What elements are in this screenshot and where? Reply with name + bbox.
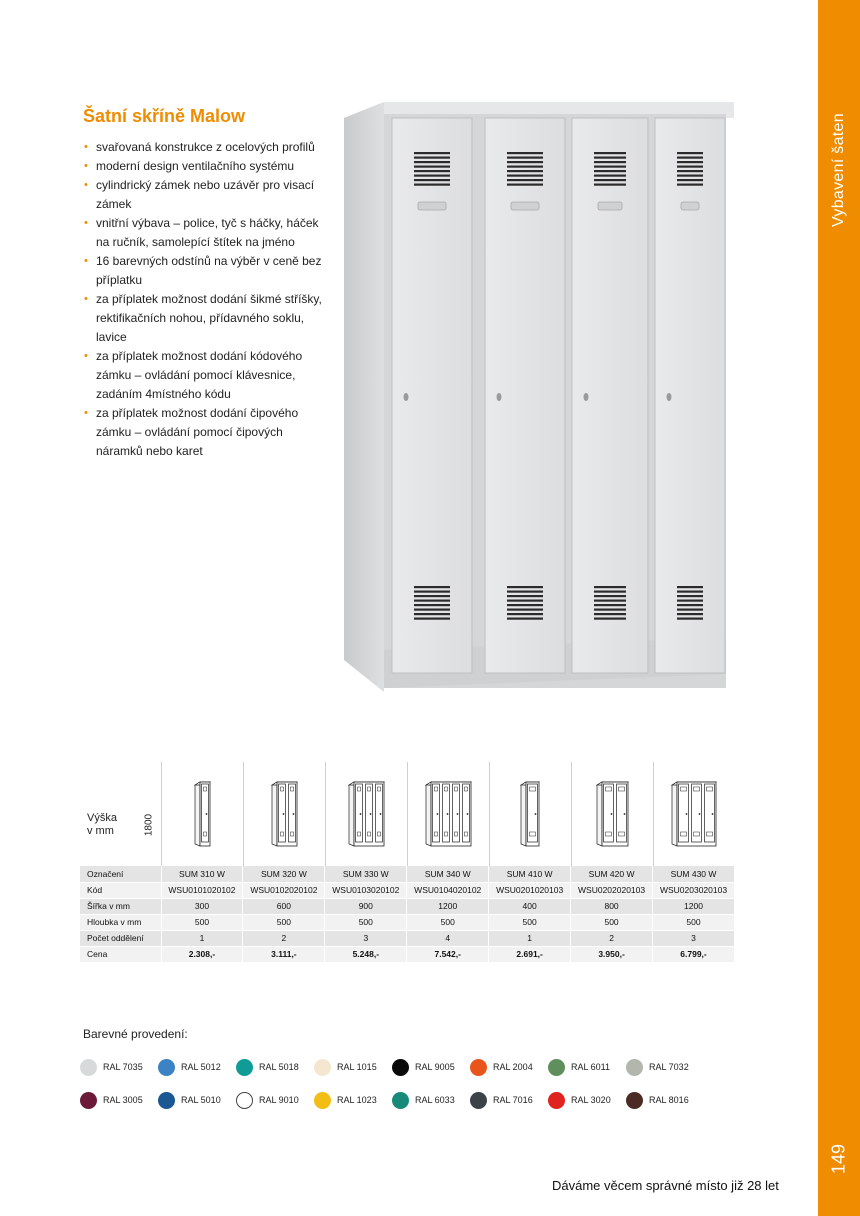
locker-thumbnail [571, 762, 653, 866]
spec-cell: WSU0103020102 [325, 882, 407, 898]
footer-slogan: Dáváme věcem správné místo již 28 let [552, 1178, 779, 1193]
spec-row-label: Kód [80, 882, 161, 898]
color-swatch [236, 1091, 314, 1111]
spec-row-label: Šířka v mm [80, 898, 161, 914]
color-dot [236, 1059, 253, 1076]
spec-cell: 2.308,- [161, 946, 243, 962]
spec-row-code [80, 882, 735, 898]
thumbnail-row [80, 762, 735, 866]
color-swatch [548, 1091, 626, 1111]
color-name: RAL 6033 [415, 1095, 455, 1105]
locker-drawing [408, 762, 489, 866]
section-title [826, 100, 852, 240]
color-dot [548, 1059, 565, 1076]
color-name: RAL 3005 [103, 1095, 143, 1105]
height-value [140, 790, 158, 860]
color-dot [392, 1059, 409, 1076]
spec-cell: 500 [407, 914, 489, 930]
color-swatch [314, 1091, 392, 1111]
color-name: RAL 8016 [649, 1095, 689, 1105]
spec-row-compartments [80, 930, 735, 946]
height-label-line1: Výška [87, 812, 117, 824]
feature-item: • 16 barevných odstínů na výběr v ceně bez příplatku [83, 252, 323, 290]
color-dot [158, 1059, 175, 1076]
color-dot [470, 1092, 487, 1109]
color-name: RAL 5012 [181, 1062, 221, 1072]
locker-drawing [326, 762, 407, 866]
height-label-line2: v mm [87, 825, 114, 837]
spec-cell: 3.111,- [243, 946, 325, 962]
color-swatch [80, 1058, 158, 1078]
color-dot [626, 1059, 643, 1076]
locker-thumbnail [407, 762, 489, 866]
product-title: Šatní skříně Malow [83, 106, 246, 126]
locker-drawing [654, 762, 735, 866]
spec-cell: 500 [161, 914, 243, 930]
spec-cell: WSU0201020103 [489, 882, 571, 898]
color-name: RAL 5010 [181, 1095, 221, 1105]
locker-drawing [572, 762, 653, 866]
spec-cell: 300 [161, 898, 243, 914]
spec-row-label: Cena [80, 946, 161, 962]
color-dot [314, 1092, 331, 1109]
color-name: RAL 7016 [493, 1095, 533, 1105]
color-swatch [392, 1091, 470, 1111]
colors-title: Barevné provedení: [83, 1027, 188, 1041]
height-value-text: 1800 [143, 813, 155, 837]
spec-cell: 1200 [653, 898, 735, 914]
color-name: RAL 1015 [337, 1062, 377, 1072]
spec-cell: SUM 410 W [489, 866, 571, 882]
color-name: RAL 1023 [337, 1095, 377, 1105]
feature-item: • za příplatek možnost dodání čipového zámku – ovládání pomocí čipových náramků nebo karet [83, 404, 323, 461]
spec-cell: 500 [489, 914, 571, 930]
locker-thumbnail [161, 762, 243, 866]
spec-cell: SUM 420 W [571, 866, 653, 882]
spec-cell: 5.248,- [325, 946, 407, 962]
color-swatch [470, 1091, 548, 1111]
color-name: RAL 7032 [649, 1062, 689, 1072]
spec-cell: WSU0101020102 [161, 882, 243, 898]
spec-cell: 3 [325, 930, 407, 946]
color-name: RAL 9005 [415, 1062, 455, 1072]
spec-cell: SUM 310 W [161, 866, 243, 882]
spec-cell: 2 [243, 930, 325, 946]
locker-drawing [162, 762, 243, 866]
spec-cell: 800 [571, 898, 653, 914]
spec-cell: WSU0203020103 [653, 882, 735, 898]
color-name: RAL 5018 [259, 1062, 299, 1072]
spec-table-section [80, 762, 735, 963]
color-dot [80, 1059, 97, 1076]
color-swatch [470, 1058, 548, 1078]
spec-cell: 1 [489, 930, 571, 946]
spec-cell: 1 [161, 930, 243, 946]
color-dot [470, 1059, 487, 1076]
spec-cell: 500 [571, 914, 653, 930]
feature-item: • cylindrický zámek nebo uzávěr pro visací zámek [83, 176, 323, 214]
color-swatch [158, 1058, 236, 1078]
spec-cell: 600 [243, 898, 325, 914]
color-name: RAL 6011 [571, 1062, 611, 1072]
spec-row-depth [80, 914, 735, 930]
spec-cell: 3 [653, 930, 735, 946]
spec-cell: 1200 [407, 898, 489, 914]
color-name: RAL 3020 [571, 1095, 611, 1105]
locker-thumbnail [325, 762, 407, 866]
orange-sidebar [818, 0, 860, 1216]
feature-item: • za příplatek možnost dodání kódového zámku – ovládání pomocí klávesnice, zadáním 4místného kódu [83, 347, 323, 404]
color-swatch [158, 1091, 236, 1111]
spec-cell: 500 [653, 914, 735, 930]
spec-cell: SUM 340 W [407, 866, 489, 882]
page-number-text: 149 [828, 1143, 849, 1175]
color-name: RAL 7035 [103, 1062, 143, 1072]
spec-cell: 3.950,- [571, 946, 653, 962]
spec-row-width [80, 898, 735, 914]
spec-cell: 900 [325, 898, 407, 914]
color-swatch [314, 1058, 392, 1078]
spec-row-label: Hloubka v mm [80, 914, 161, 930]
color-swatch [548, 1058, 626, 1078]
spec-cell: 6.799,- [653, 946, 735, 962]
page-number [826, 1138, 852, 1180]
spec-cell: 500 [243, 914, 325, 930]
color-dot [392, 1092, 409, 1109]
feature-item: • za příplatek možnost dodání šikmé stříšky, rektifikačních nohou, přídavného soklu, lavice [83, 290, 323, 347]
spec-cell: 4 [407, 930, 489, 946]
spec-cell: 7.542,- [407, 946, 489, 962]
spec-table [80, 866, 735, 963]
color-dot [548, 1092, 565, 1109]
locker-thumbnail [243, 762, 325, 866]
spec-cell: WSU0104020102 [407, 882, 489, 898]
locker-thumbnail [489, 762, 571, 866]
locker-thumbnail [653, 762, 735, 866]
spec-row-label: Počet oddělení [80, 930, 161, 946]
color-swatch [626, 1091, 704, 1111]
color-swatch [80, 1091, 158, 1111]
spec-cell: 500 [325, 914, 407, 930]
locker-photo [342, 100, 734, 692]
spec-cell: SUM 320 W [243, 866, 325, 882]
spec-row-label: Označení [80, 866, 161, 882]
color-name: RAL 2004 [493, 1062, 533, 1072]
spec-cell: WSU0102020102 [243, 882, 325, 898]
spec-cell: 2 [571, 930, 653, 946]
locker-drawing [244, 762, 325, 866]
spec-cell: WSU0202020103 [571, 882, 653, 898]
color-swatch [392, 1058, 470, 1078]
section-title-text: Vybavení šaten [830, 113, 847, 227]
height-label [87, 812, 117, 838]
feature-item: • moderní design ventilačního systému [83, 157, 323, 176]
spec-row-designation [80, 866, 735, 882]
color-dot [236, 1092, 253, 1109]
locker-drawing [490, 762, 571, 866]
color-swatch [626, 1058, 704, 1078]
color-dot [158, 1092, 175, 1109]
spec-cell: 400 [489, 898, 571, 914]
color-name: RAL 9010 [259, 1095, 299, 1105]
color-dot [80, 1092, 97, 1109]
spec-row-price [80, 946, 735, 962]
spec-cell: SUM 330 W [325, 866, 407, 882]
color-dot [314, 1059, 331, 1076]
feature-item: • vnitřní výbava – police, tyč s háčky, háček na ručník, samolepící štítek na jméno [83, 214, 323, 252]
color-swatch [236, 1058, 314, 1078]
spec-cell: 2.691,- [489, 946, 571, 962]
feature-item: • svařovaná konstrukce z ocelových profilů [83, 138, 323, 157]
color-dot [626, 1092, 643, 1109]
feature-list [83, 138, 323, 461]
spec-cell: SUM 430 W [653, 866, 735, 882]
